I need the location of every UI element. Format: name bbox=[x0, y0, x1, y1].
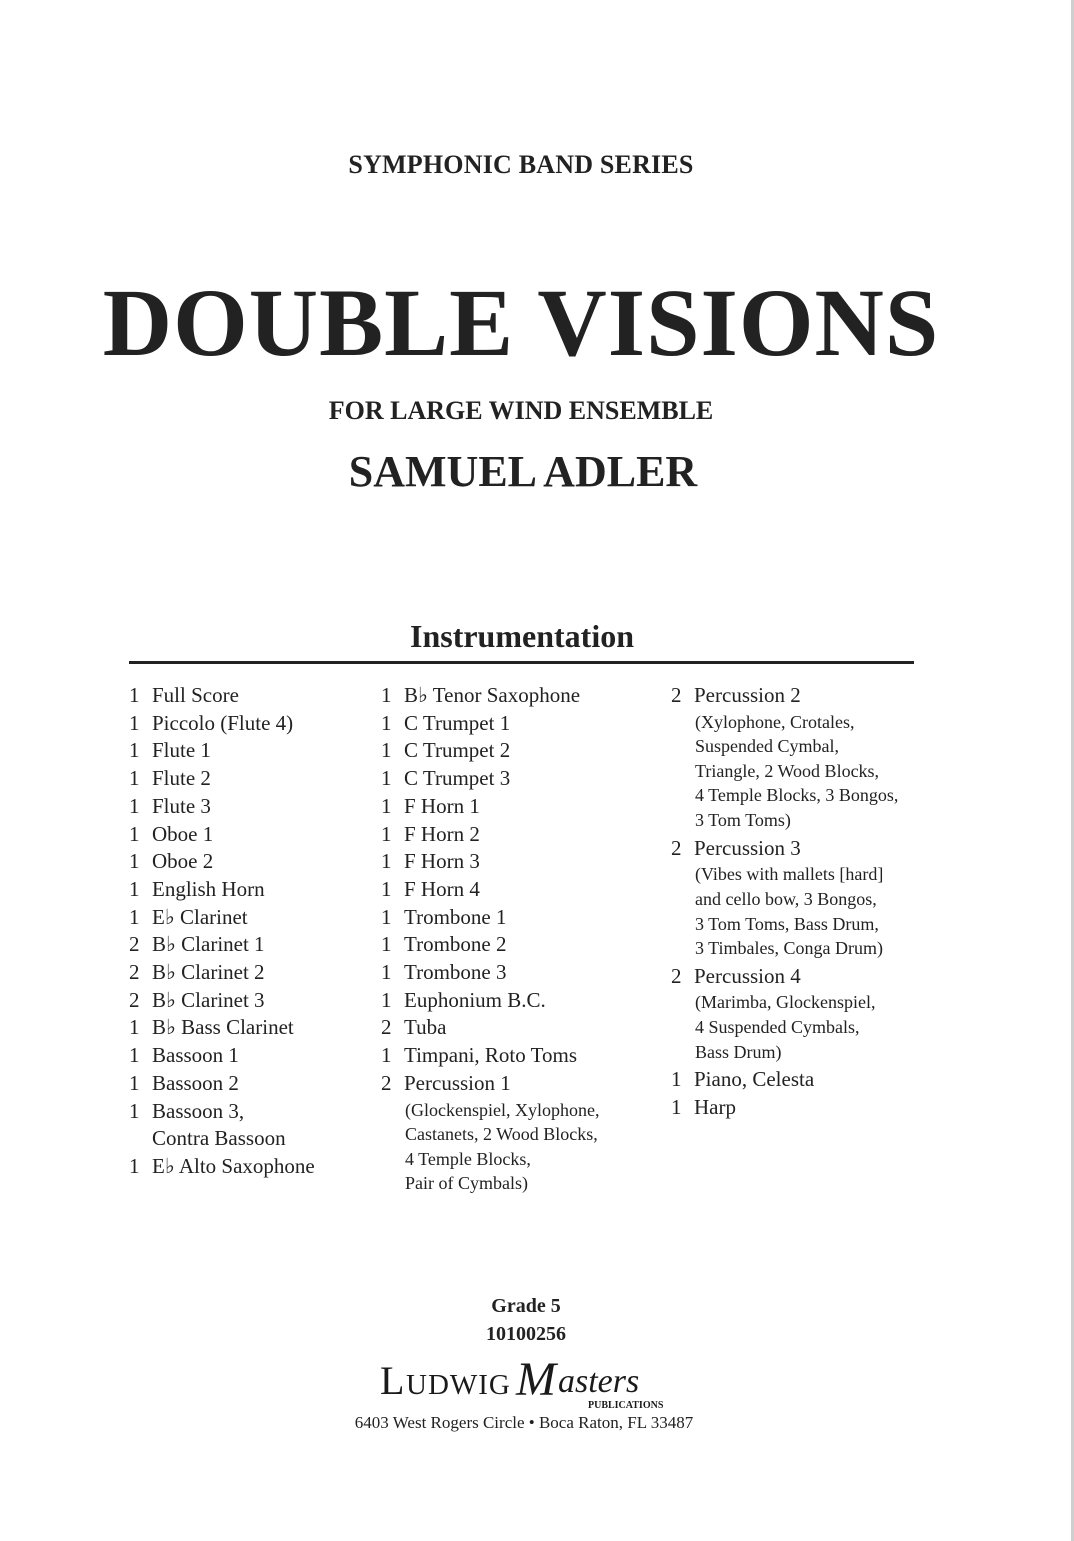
percussion-1-detail: Pair of Cymbals) bbox=[405, 1173, 528, 1194]
instrument-item bbox=[381, 682, 599, 710]
instrument-continuation: Contra Bassoon bbox=[152, 1126, 286, 1151]
series-title: SYMPHONIC BAND SERIES bbox=[348, 150, 694, 179]
svg-text:asters: asters bbox=[558, 1363, 640, 1400]
instrument-column-1 bbox=[129, 682, 315, 1181]
instrument-qty: 1 bbox=[129, 821, 140, 846]
instrument-name: Bassoon 2 bbox=[152, 1070, 239, 1095]
instrument-name: Oboe 2 bbox=[152, 849, 214, 874]
instrument-qty: 1 bbox=[381, 960, 392, 985]
instrument-item bbox=[381, 848, 599, 876]
instrument-qty: 2 bbox=[671, 683, 682, 707]
instrument-name: Trombone 2 bbox=[404, 932, 507, 957]
instrument-item bbox=[381, 1042, 599, 1070]
instrumentation-heading: Instrumentation bbox=[409, 618, 634, 654]
percussion-1-detail: (Glockenspiel, Xylophone, bbox=[405, 1099, 600, 1120]
percussion-3-detail: and cello bow, 3 Bongos, bbox=[695, 888, 877, 909]
instrument-item bbox=[129, 1042, 315, 1070]
instrument-name: Oboe 1 bbox=[152, 821, 214, 846]
instrument-qty: 1 bbox=[671, 1067, 682, 1092]
instrument-qty: 1 bbox=[129, 683, 140, 707]
instrument-qty: 1 bbox=[129, 876, 140, 901]
grade-label: Grade 5 bbox=[491, 1295, 561, 1317]
instrument-name: Percussion 4 bbox=[694, 963, 801, 988]
percussion-2-detail: 4 Temple Blocks, 3 Bongos, bbox=[695, 785, 899, 806]
instrument-item bbox=[129, 682, 315, 710]
instrument-qty: 1 bbox=[129, 849, 140, 874]
instrument-qty: 1 bbox=[381, 1043, 392, 1068]
instrument-name: F Horn 3 bbox=[404, 849, 480, 874]
instrument-item bbox=[129, 876, 315, 904]
instrument-qty: 1 bbox=[129, 1015, 140, 1040]
instrument-item bbox=[671, 682, 898, 710]
instrument-name: C Trumpet 1 bbox=[404, 710, 511, 735]
instrument-item bbox=[381, 904, 599, 932]
instrument-item bbox=[381, 1070, 599, 1098]
instrument-item bbox=[129, 848, 315, 876]
instrument-item bbox=[381, 765, 599, 793]
instrument-item bbox=[129, 1014, 315, 1042]
instrument-column-3 bbox=[671, 682, 898, 1122]
instrument-item bbox=[381, 987, 599, 1015]
percussion-1-detail: 4 Temple Blocks, bbox=[405, 1148, 531, 1169]
instrument-name: Percussion 3 bbox=[694, 835, 801, 860]
instrument-name: Tuba bbox=[404, 1015, 447, 1040]
instrument-qty: 1 bbox=[129, 793, 140, 818]
instrument-qty: 1 bbox=[381, 821, 392, 846]
instrument-item bbox=[671, 1066, 898, 1094]
subtitle: FOR LARGE WIND ENSEMBLE bbox=[328, 396, 714, 425]
instrument-name: B♭ Clarinet 1 bbox=[152, 932, 265, 957]
instrument-item bbox=[129, 1153, 315, 1181]
instrument-item bbox=[671, 835, 898, 863]
instrument-name: C Trumpet 2 bbox=[404, 738, 511, 763]
percussion-3-detail: (Vibes with mallets [hard] bbox=[695, 864, 884, 885]
instrument-qty: 1 bbox=[381, 987, 392, 1012]
percussion-4-detail: Bass Drum) bbox=[695, 1041, 782, 1062]
instrument-qty: 1 bbox=[129, 1043, 140, 1068]
instrument-name: Trombone 3 bbox=[404, 960, 507, 985]
instrument-name: C Trumpet 3 bbox=[404, 766, 511, 791]
instrument-name: B♭ Clarinet 2 bbox=[152, 960, 265, 985]
instrument-qty: 1 bbox=[381, 932, 392, 957]
instrument-item bbox=[129, 987, 315, 1015]
instrument-name: Flute 2 bbox=[152, 766, 211, 791]
svg-text:PUBLICATIONS: PUBLICATIONS bbox=[588, 1400, 664, 1411]
instrument-qty: 1 bbox=[129, 1153, 140, 1178]
instrument-name: E♭ Clarinet bbox=[152, 904, 248, 929]
instrument-item bbox=[671, 1094, 898, 1122]
page-title: DOUBLE VISIONS bbox=[102, 269, 940, 376]
svg-text:M: M bbox=[516, 1356, 556, 1406]
instrument-name: Full Score bbox=[152, 683, 239, 707]
instrument-name: Bassoon 3, bbox=[152, 1098, 245, 1123]
instrument-qty: 2 bbox=[381, 1015, 392, 1040]
percussion-3-detail: 3 Timbales, Conga Drum) bbox=[695, 938, 884, 959]
instrument-item bbox=[381, 737, 599, 765]
instrument-name: E♭ Alto Saxophone bbox=[152, 1153, 315, 1178]
instrument-name: English Horn bbox=[152, 876, 265, 901]
instrument-item bbox=[381, 959, 599, 987]
instrument-item bbox=[381, 821, 599, 849]
instrument-item bbox=[381, 793, 599, 821]
instrument-qty: 2 bbox=[129, 987, 140, 1012]
instrument-name: Trombone 1 bbox=[404, 904, 507, 929]
instrument-name: Timpani, Roto Toms bbox=[404, 1043, 577, 1068]
instrument-qty: 1 bbox=[381, 738, 392, 763]
instrument-name: Bassoon 1 bbox=[152, 1043, 239, 1068]
instrument-name: Piccolo (Flute 4) bbox=[152, 710, 294, 735]
instrument-qty: 2 bbox=[129, 960, 140, 985]
instrument-item bbox=[129, 1098, 315, 1126]
percussion-4-detail: 4 Suspended Cymbals, bbox=[695, 1017, 860, 1038]
instrument-name: F Horn 4 bbox=[404, 876, 480, 901]
instrument-name: F Horn 1 bbox=[404, 793, 480, 818]
instrument-item bbox=[381, 931, 599, 959]
instrument-qty: 1 bbox=[129, 904, 140, 929]
catalog-number: 10100256 bbox=[486, 1323, 566, 1345]
instrument-item bbox=[129, 959, 315, 987]
svg-text:UDWIG: UDWIG bbox=[406, 1369, 511, 1401]
instrument-item bbox=[129, 931, 315, 959]
svg-text:L: L bbox=[380, 1358, 405, 1403]
instrument-name: B♭ Tenor Saxophone bbox=[404, 683, 581, 707]
percussion-2-detail: 3 Tom Toms) bbox=[695, 810, 791, 831]
instrument-name: Harp bbox=[694, 1094, 736, 1119]
instrument-qty: 1 bbox=[381, 683, 392, 707]
instrument-item bbox=[129, 737, 315, 765]
instrument-qty: 1 bbox=[381, 793, 392, 818]
instrument-qty: 2 bbox=[671, 963, 682, 988]
instrument-item bbox=[129, 765, 315, 793]
instrument-qty: 1 bbox=[381, 710, 392, 735]
instrument-qty: 2 bbox=[381, 1070, 392, 1095]
percussion-4-detail: (Marimba, Glockenspiel, bbox=[695, 992, 876, 1013]
heading-rule bbox=[129, 661, 914, 664]
instrument-qty: 1 bbox=[129, 710, 140, 735]
instrument-item bbox=[129, 821, 315, 849]
instrument-item bbox=[129, 793, 315, 821]
instrument-item bbox=[129, 904, 315, 932]
instrument-qty: 1 bbox=[381, 849, 392, 874]
percussion-3-detail: 3 Tom Toms, Bass Drum, bbox=[695, 913, 879, 934]
instrument-item bbox=[129, 1070, 315, 1098]
publisher-address: 6403 West Rogers Circle • Boca Raton, FL 33487 bbox=[354, 1413, 694, 1432]
instrument-name: Percussion 1 bbox=[404, 1070, 511, 1095]
instrument-name: B♭ Clarinet 3 bbox=[152, 987, 265, 1012]
instrument-qty: 1 bbox=[381, 766, 392, 791]
instrument-column-2 bbox=[381, 682, 599, 1196]
instrument-qty: 2 bbox=[671, 835, 682, 860]
instrument-qty: 1 bbox=[671, 1094, 682, 1119]
instrument-item bbox=[381, 1014, 599, 1042]
instrument-item bbox=[381, 710, 599, 738]
percussion-2-detail: Triangle, 2 Wood Blocks, bbox=[695, 760, 880, 781]
composer-name: SAMUEL ADLER bbox=[348, 447, 698, 496]
instrument-name: Euphonium B.C. bbox=[404, 987, 546, 1012]
instrument-name: Flute 1 bbox=[152, 738, 211, 763]
instrument-name: B♭ Bass Clarinet bbox=[152, 1015, 294, 1040]
instrument-qty: 1 bbox=[129, 1070, 140, 1095]
percussion-1-detail: Castanets, 2 Wood Blocks, bbox=[405, 1124, 598, 1145]
instrument-qty: 2 bbox=[129, 932, 140, 957]
instrument-name: Percussion 2 bbox=[694, 683, 801, 707]
instrument-qty: 1 bbox=[129, 738, 140, 763]
instrument-qty: 1 bbox=[381, 876, 392, 901]
instrument-item bbox=[671, 963, 898, 991]
instrument-name: Piano, Celesta bbox=[694, 1067, 815, 1092]
instrument-qty: 1 bbox=[129, 1098, 140, 1123]
instrument-qty: 1 bbox=[381, 904, 392, 929]
instrument-item bbox=[381, 876, 599, 904]
instrument-name: Flute 3 bbox=[152, 793, 211, 818]
ludwig-masters-logo bbox=[380, 1356, 670, 1416]
instrument-name: F Horn 2 bbox=[404, 821, 480, 846]
instrument-qty: 1 bbox=[129, 766, 140, 791]
instrument-item bbox=[129, 710, 315, 738]
percussion-2-detail: (Xylophone, Crotales, bbox=[695, 711, 855, 732]
percussion-2-detail: Suspended Cymbal, bbox=[695, 736, 839, 757]
